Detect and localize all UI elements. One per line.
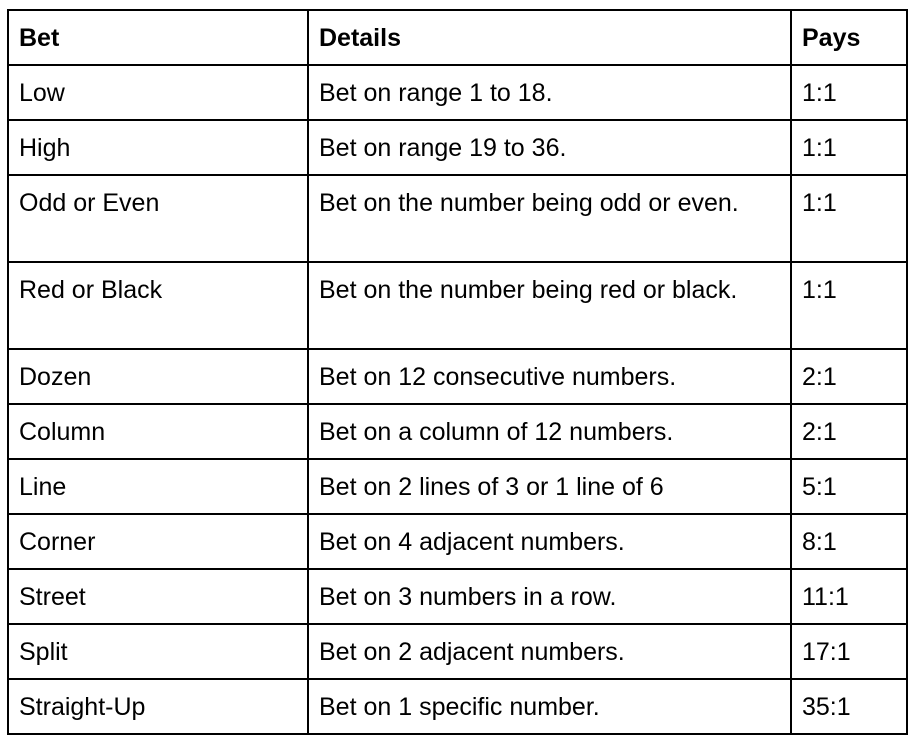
roulette-bets-table (7, 9, 908, 735)
pays-cell: 1:1 (791, 120, 907, 175)
pays-cell: 1:1 (791, 262, 907, 349)
pays-cell: 35:1 (791, 679, 907, 734)
pays-cell: 5:1 (791, 459, 907, 514)
details-cell: Bet on 1 specific number. (308, 679, 791, 734)
bet-cell: Straight-Up (8, 679, 308, 734)
bet-cell: High (8, 120, 308, 175)
pays-cell: 11:1 (791, 569, 907, 624)
table-row (8, 262, 907, 349)
pays-cell: 2:1 (791, 404, 907, 459)
header-details: Details (308, 10, 791, 65)
bet-cell: Line (8, 459, 308, 514)
bet-cell: Split (8, 624, 308, 679)
table-row (8, 175, 907, 262)
details-cell: Bet on 12 consecutive numbers. (308, 349, 791, 404)
details-cell: Bet on range 1 to 18. (308, 65, 791, 120)
bet-cell: Red or Black (8, 262, 308, 349)
details-cell: Bet on the number being odd or even. (308, 175, 791, 262)
details-cell: Bet on the number being red or black. (308, 262, 791, 349)
header-bet: Bet (8, 10, 308, 65)
table-row (8, 65, 907, 120)
bet-cell: Street (8, 569, 308, 624)
pays-cell: 1:1 (791, 65, 907, 120)
table-row (8, 404, 907, 459)
details-cell: Bet on range 19 to 36. (308, 120, 791, 175)
details-cell: Bet on 3 numbers in a row. (308, 569, 791, 624)
details-cell: Bet on 2 adjacent numbers. (308, 624, 791, 679)
table-row (8, 459, 907, 514)
details-cell: Bet on a column of 12 numbers. (308, 404, 791, 459)
bet-cell: Column (8, 404, 308, 459)
bet-cell: Low (8, 65, 308, 120)
table-row (8, 514, 907, 569)
details-cell: Bet on 4 adjacent numbers. (308, 514, 791, 569)
pays-cell: 2:1 (791, 349, 907, 404)
pays-cell: 8:1 (791, 514, 907, 569)
table-row (8, 679, 907, 734)
table-row (8, 349, 907, 404)
table-header-row (8, 10, 907, 65)
pays-cell: 17:1 (791, 624, 907, 679)
details-cell: Bet on 2 lines of 3 or 1 line of 6 (308, 459, 791, 514)
bet-cell: Odd or Even (8, 175, 308, 262)
pays-cell: 1:1 (791, 175, 907, 262)
table-row (8, 624, 907, 679)
table-row (8, 569, 907, 624)
header-pays: Pays (791, 10, 907, 65)
table-row (8, 120, 907, 175)
bet-cell: Corner (8, 514, 308, 569)
bet-cell: Dozen (8, 349, 308, 404)
